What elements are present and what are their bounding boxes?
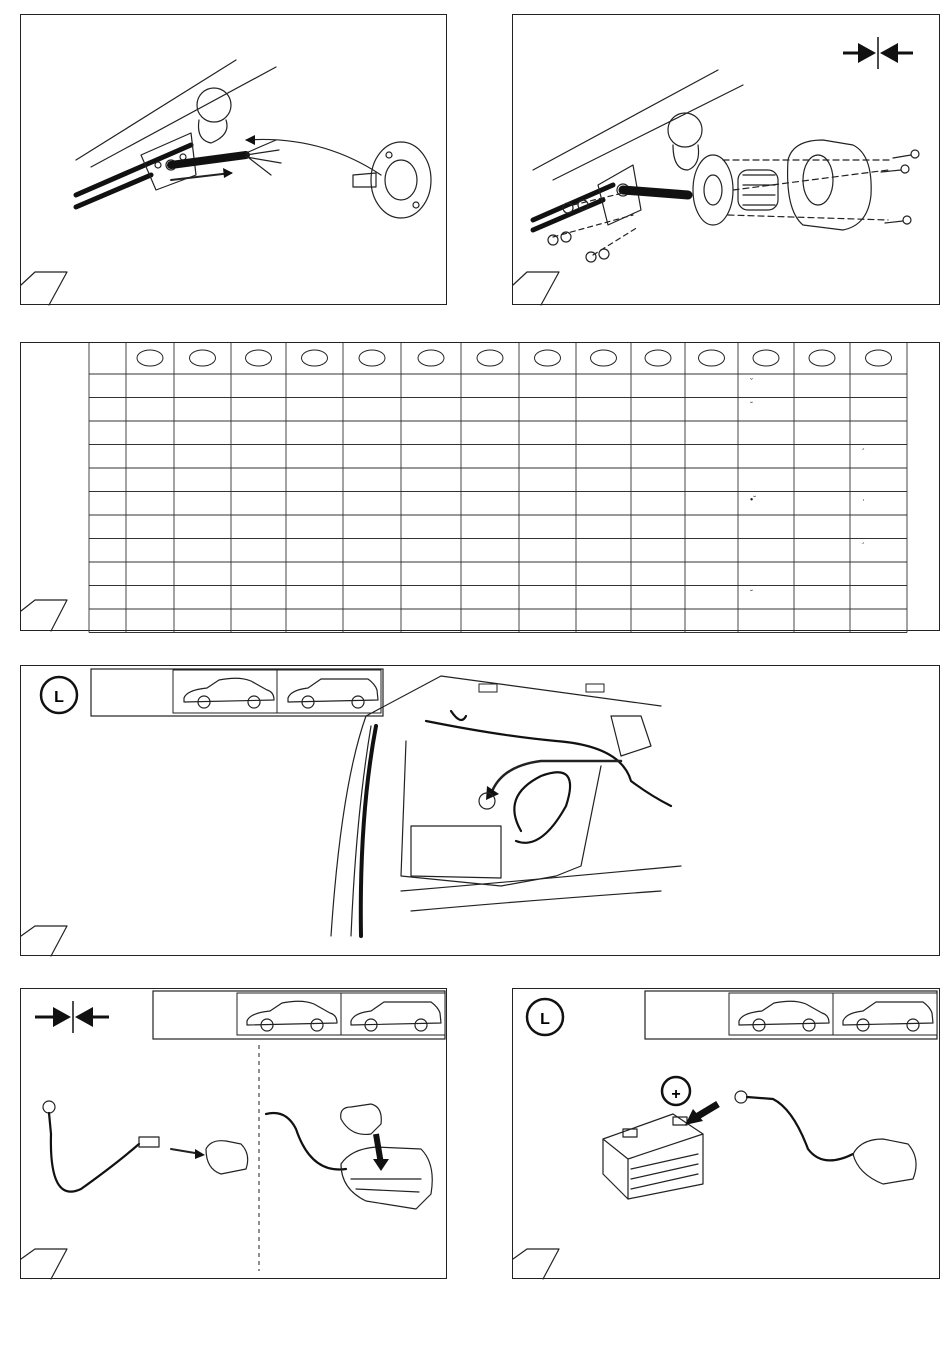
column-marker-icon xyxy=(359,350,385,366)
polarity-label: + xyxy=(671,1086,681,1103)
column-marker-icon xyxy=(809,350,835,366)
illustration-socket-assembly xyxy=(513,15,941,306)
illustration-cable-through-bracket xyxy=(21,15,448,306)
column-marker-icon xyxy=(866,350,892,366)
side-label-l: L xyxy=(540,1011,550,1028)
column-marker-icon xyxy=(477,350,503,366)
left-side-icon xyxy=(527,999,563,1035)
ring-terminal-icon xyxy=(43,1101,159,1192)
press-fit-icon xyxy=(843,37,913,69)
table-mark: ´ xyxy=(862,541,865,552)
battery-icon xyxy=(603,1114,703,1199)
column-marker-icon xyxy=(418,350,444,366)
side-label-l: L xyxy=(54,689,64,706)
panel-trunk-routing xyxy=(20,665,940,956)
table-mark: ˇ xyxy=(750,400,753,411)
panel-ground-connector xyxy=(20,988,447,1279)
column-marker-icon xyxy=(246,350,272,366)
column-marker-icon xyxy=(699,350,725,366)
panel-wiring-table xyxy=(20,342,940,631)
press-fit-icon xyxy=(35,1001,109,1033)
screw-icon xyxy=(881,150,919,224)
column-marker-icon xyxy=(190,350,216,366)
table-mark: ˇ xyxy=(750,588,753,599)
column-marker-icon xyxy=(137,350,163,366)
illustration-battery-connection xyxy=(513,989,941,1280)
column-marker-icon xyxy=(645,350,671,366)
illustration-ground-connector xyxy=(21,989,448,1280)
wiring-table-grid xyxy=(21,343,941,632)
panel-battery-connection xyxy=(512,988,940,1279)
column-marker-icon xyxy=(591,350,617,366)
table-mark: · xyxy=(862,494,865,505)
ring-terminal-icon xyxy=(735,1091,853,1160)
column-marker-icon xyxy=(535,350,561,366)
table-mark: ´ xyxy=(862,447,865,458)
panel-mount-ball xyxy=(20,14,447,305)
table-mark: ˇ xyxy=(750,377,753,387)
hand-icon xyxy=(341,1104,382,1134)
plus-terminal-icon xyxy=(662,1077,690,1105)
panel-mount-socket xyxy=(512,14,940,305)
column-marker-icon xyxy=(753,350,779,366)
left-side-icon xyxy=(41,677,77,713)
column-marker-icon xyxy=(302,350,328,366)
table-mark: •ˇ xyxy=(750,494,757,505)
illustration-trunk-routing xyxy=(21,666,941,957)
